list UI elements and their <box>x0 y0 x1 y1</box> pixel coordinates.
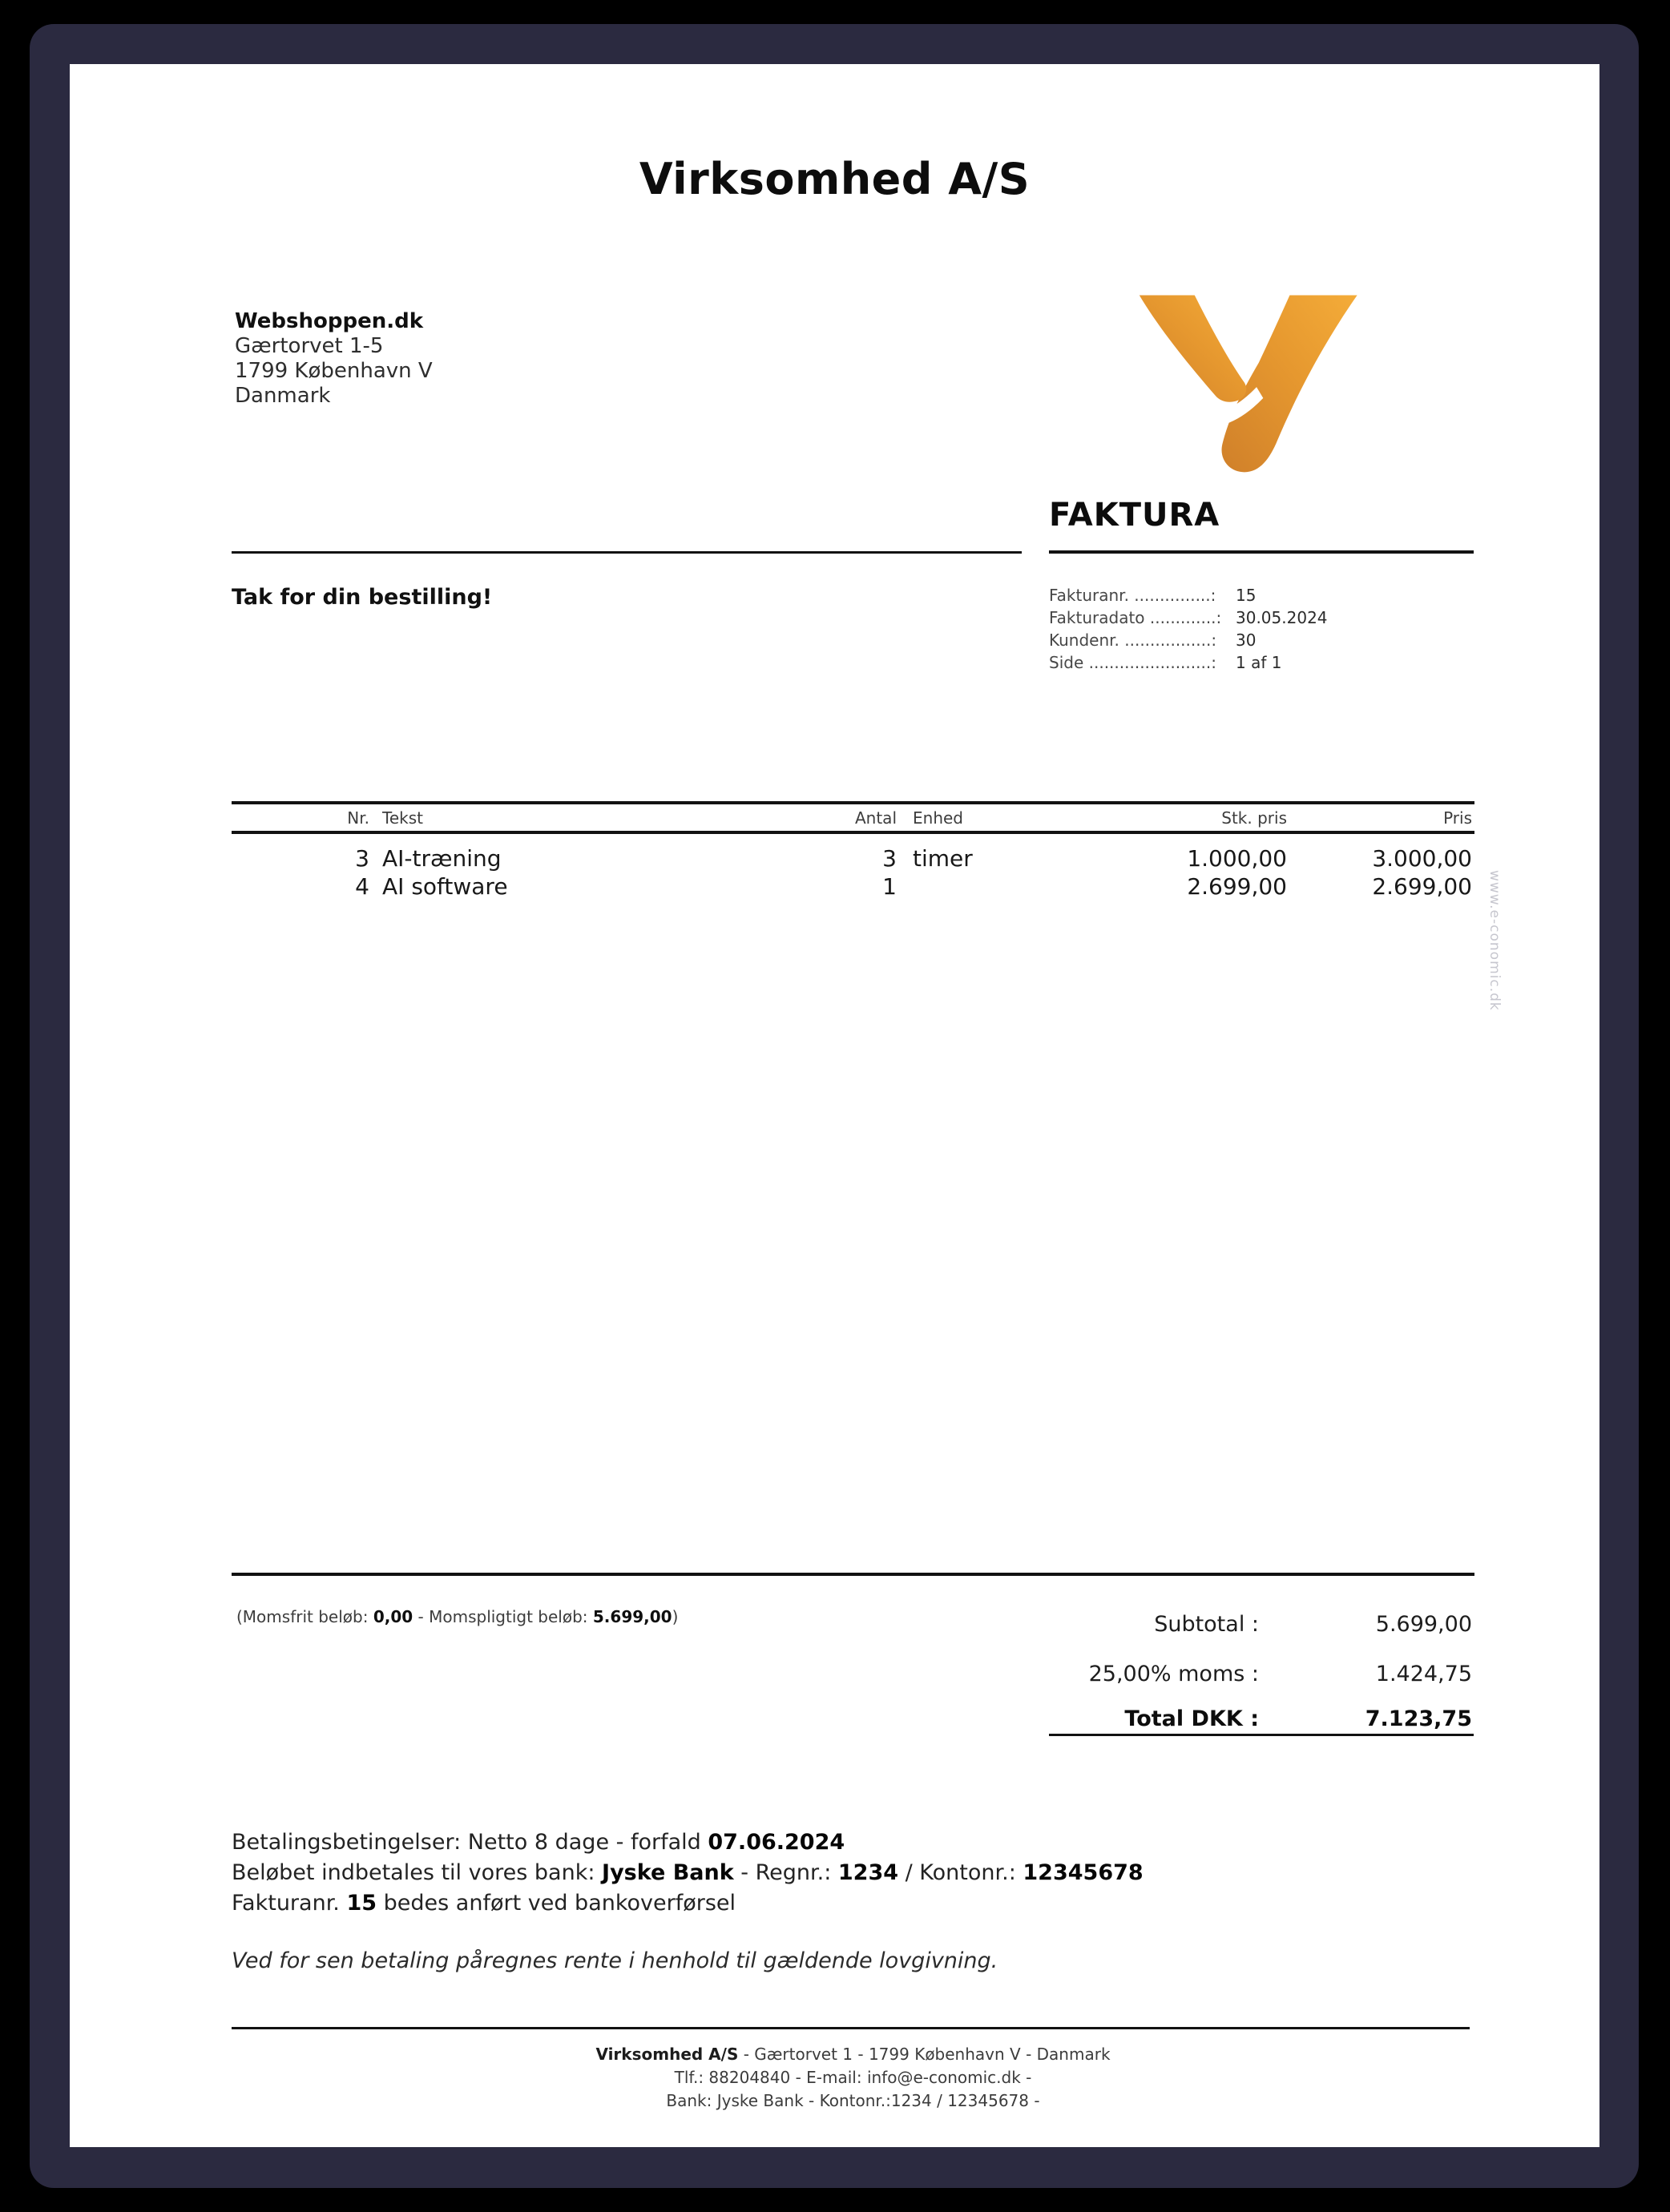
reference-line: Fakturanr. 15 bedes anført ved bankoverførsel <box>232 1891 736 1916</box>
watermark-text: www.e-conomic.dk <box>1486 870 1503 1011</box>
payment-terms-line: Betalingsbetingelser: Netto 8 dage - forfald 07.06.2024 <box>232 1830 845 1855</box>
recipient-address-line: 1799 København V <box>235 359 433 383</box>
subtotal-label: Subtotal : <box>1154 1612 1259 1637</box>
dot-leader: ...............: <box>1128 586 1216 605</box>
item-row <box>232 845 1474 872</box>
meta-value-invoice-date: 30.05.2024 <box>1236 608 1328 627</box>
item-nr: 4 <box>355 873 369 900</box>
subtotal-value: 5.699,00 <box>1375 1612 1472 1637</box>
late-payment-note: Ved for sen betaling påregnes rente i henhold til gældende lovgivning. <box>232 1948 998 1973</box>
dot-leader: .............: <box>1144 608 1222 627</box>
meta-value-page: 1 af 1 <box>1236 653 1282 672</box>
total-row <box>232 1706 1474 1731</box>
meta-row-fakturadato <box>1049 608 1328 631</box>
column-header-nr: Nr. <box>347 808 369 828</box>
total-value: 7.123,75 <box>1365 1706 1472 1731</box>
invoice-number-ref: 15 <box>346 1891 377 1916</box>
item-pris: 2.699,00 <box>1372 873 1472 900</box>
due-date: 07.06.2024 <box>708 1830 845 1855</box>
item-enhed <box>897 873 1097 901</box>
vat-liable-amount: 5.699,00 <box>592 1607 672 1626</box>
total-label: Total DKK : <box>1124 1706 1259 1731</box>
table-top-rule <box>232 801 1474 804</box>
item-nr: 3 <box>355 845 369 872</box>
reg-number: 1234 <box>837 1860 899 1885</box>
meta-row-kundenr <box>1049 631 1257 653</box>
meta-label: Kundenr. .................: <box>1049 631 1217 650</box>
dot-leader: .................: <box>1119 631 1217 650</box>
item-antal: 1 <box>882 873 897 900</box>
meta-label: Side ........................: <box>1049 653 1216 672</box>
item-pris: 3.000,00 <box>1372 845 1472 872</box>
vat-value: 1.424,75 <box>1375 1662 1472 1686</box>
meta-row-side <box>1049 653 1282 675</box>
footer-company-line: Virksomhed A/S - Gærtorvet 1 - 1799 København V - Danmark <box>595 2045 1111 2064</box>
recipient-address-line: Danmark <box>235 384 331 408</box>
column-header-stk-pris: Stk. pris <box>1221 808 1287 828</box>
account-number: 12345678 <box>1023 1860 1144 1885</box>
meta-label: Fakturanr. ...............: <box>1049 586 1216 605</box>
vat-label: 25,00% moms : <box>1088 1662 1259 1686</box>
column-header-antal: Antal <box>854 808 897 828</box>
item-row <box>232 873 1474 901</box>
vat-note: (Momsfrit beløb: 0,00 - Momspligtigt beløb: 5.699,00) <box>236 1607 679 1626</box>
dot-leader: ........................: <box>1083 653 1216 672</box>
column-header-enhed: Enhed <box>913 808 963 828</box>
meta-value-invoice-number: 15 <box>1236 586 1257 605</box>
footer-contact-line: Tlf.: 88204840 - E-mail: info@e-conomic.dk - <box>674 2068 1032 2087</box>
meta-label: Fakturadato .............: <box>1049 608 1222 627</box>
item-tekst: AI-træning <box>382 845 502 872</box>
recipient-name: Webshoppen.dk <box>235 309 423 333</box>
item-enhed: timer <box>913 845 973 872</box>
bank-name: Jyske Bank <box>602 1860 734 1885</box>
vat-row <box>232 1662 1474 1686</box>
item-stk-pris: 2.699,00 <box>1187 873 1287 900</box>
invoice-meta-block <box>1049 586 1328 675</box>
total-underline <box>1049 1734 1474 1736</box>
totals-top-rule <box>232 1573 1474 1576</box>
column-header-tekst: Tekst <box>382 808 423 828</box>
vat-free-amount: 0,00 <box>373 1607 413 1626</box>
header-divider-right <box>1049 550 1474 554</box>
meta-value-customer-number: 30 <box>1236 631 1257 650</box>
item-antal: 3 <box>882 845 897 872</box>
item-stk-pris: 1.000,00 <box>1187 845 1287 872</box>
recipient-address-line: Gærtorvet 1-5 <box>235 334 384 358</box>
company-logo-v-icon <box>1137 293 1358 477</box>
footer-company-name: Virksomhed A/S <box>595 2045 739 2064</box>
invoice-page <box>70 64 1599 2147</box>
items-table-header <box>232 808 1474 828</box>
header-divider-left <box>232 551 1022 554</box>
meta-row-fakturanr <box>1049 586 1257 608</box>
subtotal-row <box>232 1612 1474 1637</box>
recipient-address-block <box>235 309 433 409</box>
document-type-title: FAKTURA <box>1049 497 1220 534</box>
bank-info-line: Beløbet indbetales til vores bank: Jyske Bank - Regnr.: 1234 / Kontonr.: 12345678 <box>232 1860 1144 1885</box>
company-title: Virksomhed A/S <box>639 154 1031 204</box>
greeting-text: Tak for din bestilling! <box>232 585 493 610</box>
footer-divider <box>232 2027 1470 2029</box>
footer-bank-line: Bank: Jyske Bank - Kontonr.:1234 / 12345678 - <box>666 2091 1040 2110</box>
column-header-pris: Pris <box>1443 808 1472 828</box>
item-tekst: AI software <box>382 873 508 900</box>
table-header-rule <box>232 831 1474 834</box>
